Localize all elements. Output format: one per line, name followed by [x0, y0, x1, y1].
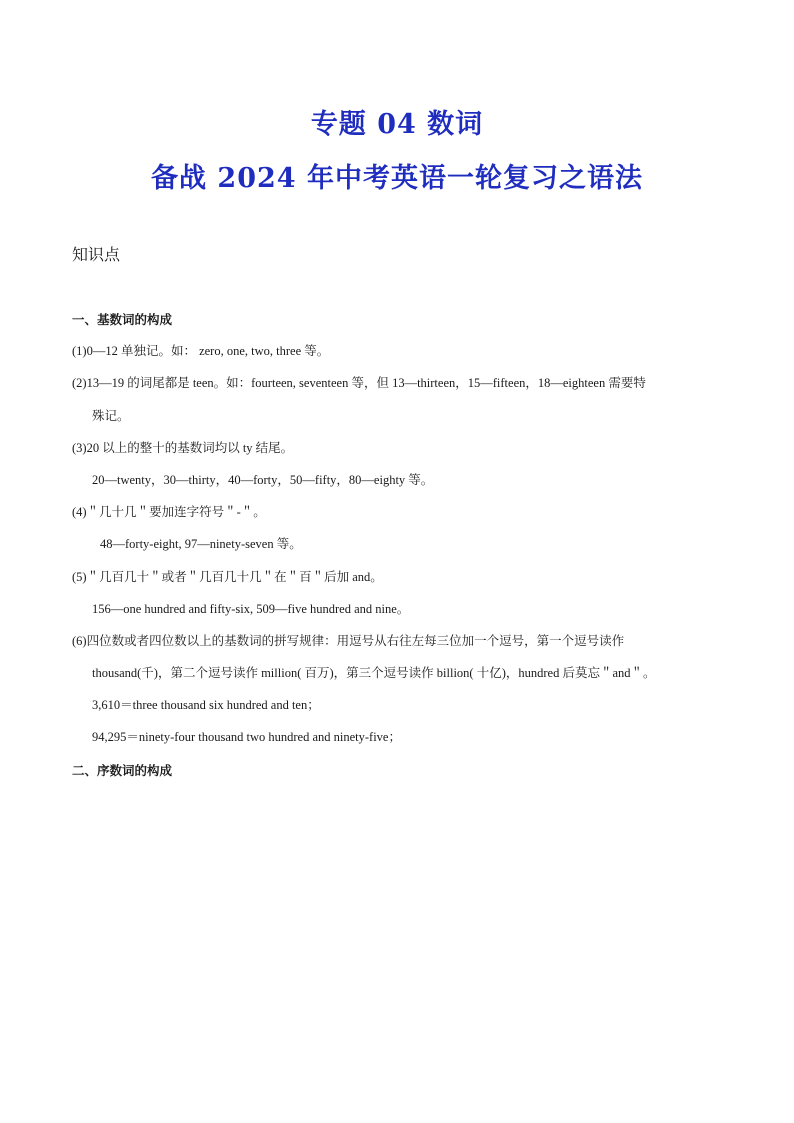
example-rule-6-a: 3,610＝three thousand six hundred and ten；: [92, 698, 320, 713]
paragraph-rule-4: (4)＂几十几＂要加连字符号＂-＂。: [72, 505, 266, 520]
paragraph-rule-6: (6)四位数或者四位数以上的基数词的拼写规律：用逗号从右往左每三位加一个逗号，第一个逗号读作: [72, 633, 625, 648]
paragraph-rule-2-continued: 殊记。: [92, 408, 130, 423]
document-title: 专题 04 数词: [310, 109, 484, 140]
paragraph-rule-6-continued: thousand(千)，第二个逗号读作 million( 百万)，第三个逗号读作 billion( 十亿)，hundred 后莫忘＂and＂。: [92, 666, 656, 681]
heading-ordinal-numbers: 二、序数词的构成: [72, 762, 173, 778]
paragraph-rule-1: (1)0—12 单独记。如： zero, one, two, three 等。: [72, 344, 330, 359]
heading-cardinal-numbers: 一、基数词的构成: [72, 312, 173, 327]
document-subtitle: 备战 2024 年中考英语一轮复习之语法: [151, 163, 643, 194]
content-body: [72, 312, 732, 795]
paragraph-rule-2: (2)13—19 的词尾都是 teen。如：fourteen, seventeen 等，但 13—thirteen，15—fifteen，18—eighteen 需要特: [72, 376, 646, 391]
section-label-knowledge-points: 知识点: [72, 245, 121, 264]
example-rule-6-b: 94,295＝ninety-four thousand two hundred and ninety-five；: [92, 730, 401, 745]
example-rule-3: 20—twenty，30—thirty，40—forty，50—fifty，80—eighty 等。: [92, 472, 434, 487]
paragraph-rule-3: (3)20 以上的整十的基数词均以 ty 结尾。: [72, 440, 294, 455]
example-rule-4: 48—forty-eight, 97—ninety-seven 等。: [100, 537, 302, 552]
example-rule-5: 156—one hundred and fifty-six, 509—five hundred and nine。: [92, 601, 410, 616]
paragraph-rule-5: (5)＂几百几十＂或者＂几百几十几＂在＂百＂后加 and。: [72, 569, 383, 584]
